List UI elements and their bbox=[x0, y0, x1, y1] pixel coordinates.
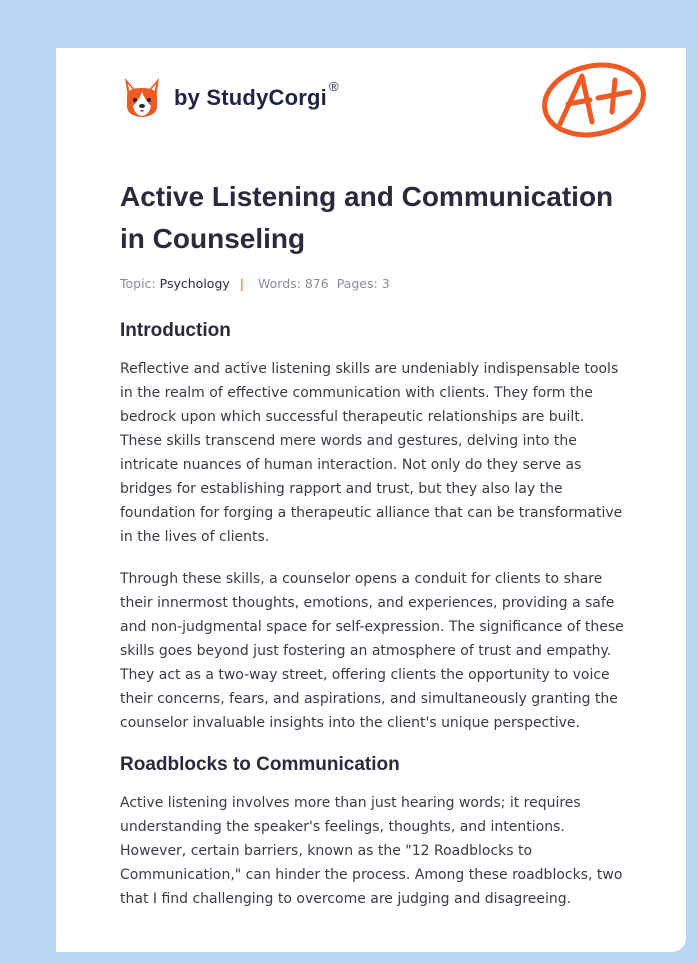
brand-name-text: by StudyCorgi bbox=[174, 85, 327, 110]
words-label: Words: bbox=[258, 276, 301, 291]
meta-separator: | bbox=[239, 276, 244, 291]
paragraph: Through these skills, a counselor opens a conduit for clients to share their innermost thoughts, emotions, and experiences, providing a safe and non-judgmental space for self-expression. The significance of these skills goes beyond just fostering an atmosphere of trust and empathy. They act as a two-way street, offering clients the opportunity to voice their concerns, fears, and aspirations, and simultaneously granting the counselor invaluable insights into the client's unique perspective. bbox=[120, 571, 624, 731]
paragraph: Active listening involves more than just hearing words; it requires understanding the speaker's feelings, thoughts, and intentions. However, certain barriers, known as the "12 Roadblocks to Communication," can hinder the process. Among these roadblocks, two that I find challenging to overcome are judging and disagreeing. bbox=[120, 795, 623, 907]
words-count: 876 bbox=[304, 276, 329, 291]
registered-mark: ® bbox=[328, 79, 339, 94]
topic-label: Topic: bbox=[120, 276, 156, 291]
brand-header[interactable] bbox=[122, 76, 339, 120]
a-plus-grade-icon bbox=[538, 58, 650, 142]
pages-label: Pages: bbox=[336, 276, 378, 291]
document-content bbox=[120, 176, 630, 929]
document-meta bbox=[120, 276, 630, 291]
document-page bbox=[56, 48, 686, 952]
pages-count: 3 bbox=[381, 276, 390, 291]
corgi-logo-icon bbox=[122, 76, 162, 120]
document-title: Active Listening and Communication in Counseling bbox=[120, 181, 614, 254]
paragraph: Reflective and active listening skills are undeniably indispensable tools in the realm of effective communication with clients. They form the bedrock upon which successful therapeutic relationships are built. These skills transcend mere words and gestures, delving into the intricate nuances of human interaction. Not only do they serve as bridges for establishing rapport and trust, but they also lay the foundation for forging a therapeutic alliance that can be transformative in the lives of clients. bbox=[120, 361, 623, 545]
section-heading-introduction: Introduction bbox=[120, 320, 231, 341]
section-heading-roadblocks: Roadblocks to Communication bbox=[120, 754, 400, 775]
topic-link[interactable]: Psychology bbox=[159, 276, 230, 291]
brand-name bbox=[174, 79, 339, 111]
